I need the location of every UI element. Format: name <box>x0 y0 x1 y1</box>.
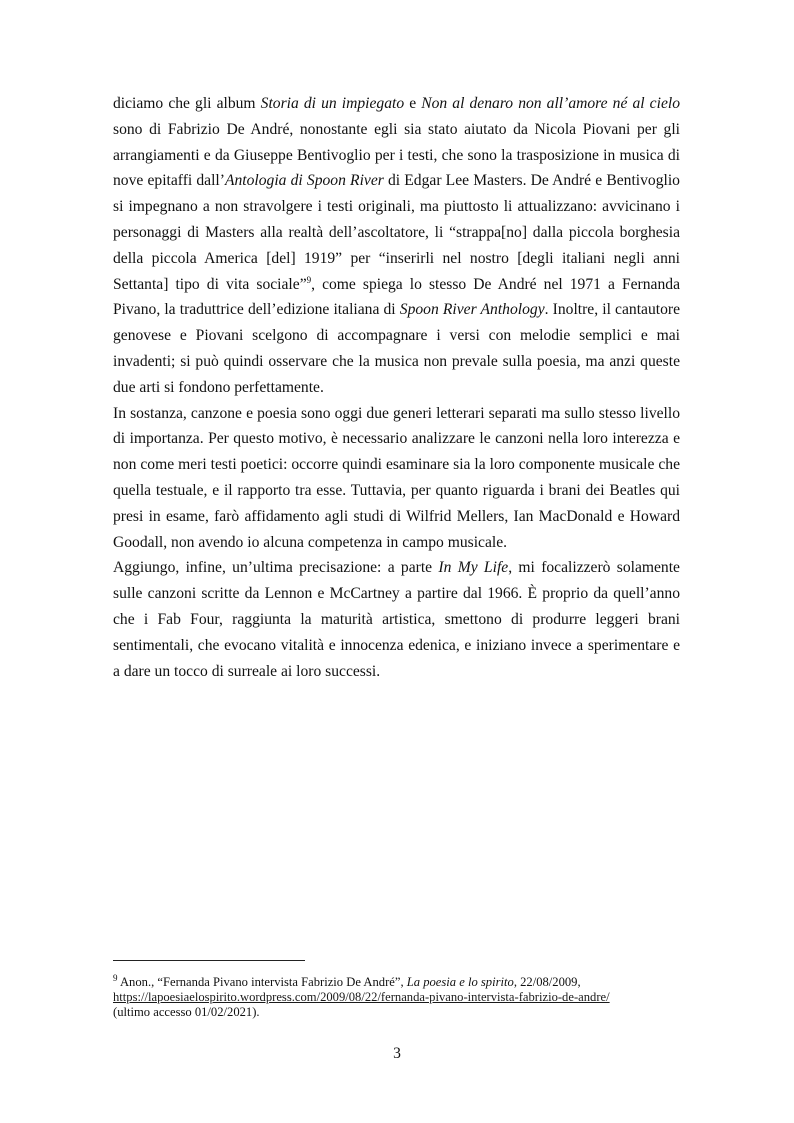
text-run: Aggiungo, infine, un’ultima precisazione: a parte <box>113 559 439 577</box>
italic-title: In My Life <box>438 559 509 577</box>
footnote <box>113 972 680 1020</box>
italic-title: Antologia di Spoon River <box>224 172 384 190</box>
text-run: In sostanza, canzone e poesia sono oggi due generi letterari separati ma sullo stesso livello di importanza. Per questo motivo, è necessario analizzare le canzoni nella loro interezza e non come meri testi poetici: occorre quindi esaminare sia la loro componente musicale che quella testuale, e il rapporto tra esse. Tuttavia, per quanto riguarda i brani dei Beatles qui presi in esame, farò affidamento agli studi di Wilfrid Mellers, Ian MacDonald e Howard Goodall, non avendo io alcuna competenza in campo musicale. <box>113 404 680 551</box>
footnote-separator <box>113 960 305 961</box>
footnote-link[interactable]: https://lapoesiaelospirito.wordpress.com/2009/08/22/fernanda-pivano-intervista-fabrizio-de-andre/ <box>113 990 610 1004</box>
text-run: , mi focalizzerò solamente sulle canzoni scritte da Lennon e McCartney a partire dal 1966. È proprio da quell’anno che i Fab Four, raggiunta la maturità artistica, smettono di produrre leggeri brani sentimentali, che evocano vitalità e innocenza edenica, e iniziano invece a sperimentare e a dare un tocco di surreale ai loro successi. <box>113 559 680 680</box>
italic-title: Non al denaro non all’amore né al cielo <box>421 95 680 112</box>
text-run: , come spiega lo stesso De André nel 1971 a Fernanda Pivano, la traduttrice dell’edizione italiana di <box>113 275 680 319</box>
footnote-access-date: (ultimo accesso 01/02/2021). <box>113 1005 260 1019</box>
page-number: 3 <box>393 1045 401 1062</box>
text-run: . Inoltre, il cantautore genovese e Piovani scelgono di accompagnare i versi con melodie semplici e mai invadenti; si può quindi osservare che la musica non prevale sulla poesia, ma anzi queste due arti si fondono perfettamente. <box>113 301 680 396</box>
body-text <box>113 91 680 684</box>
footnote-text: Anon., “Fernanda Pivano intervista Fabrizio De André”, <box>117 975 407 989</box>
footnote-date: , 22/08/2009, <box>513 975 581 989</box>
paragraph <box>113 555 680 684</box>
text-run: sono di Fabrizio De André, nonostante egli sia stato aiutato da Nicola Piovani per gli arrangiamenti e da Giuseppe Bentivoglio per i testi, che sono la trasposizione in musica di nove epitaffi dall’ <box>113 120 680 190</box>
paragraph <box>113 401 680 556</box>
italic-title: Spoon River Anthology <box>399 301 545 319</box>
footnote-number: 9 <box>113 972 118 983</box>
footnote-source-title: La poesia e lo spirito <box>406 975 514 989</box>
paragraph <box>113 91 680 401</box>
italic-title: Storia di un impiegato <box>260 95 405 112</box>
text-run: di Edgar Lee Masters. De André e Bentivoglio si impegnano a non stravolgere i testi originali, ma piuttosto li attualizzano: avvicinano i personaggi di Masters alla realtà dell’ascoltatore, li “strappa[no] dalla piccola borghesia della piccola America [del] 1919” per “inserirli nel nostro [degli italiani negli anni Settanta] tipo di vita sociale” <box>113 172 680 293</box>
text-run: e <box>404 95 422 112</box>
footnote-reference: 9 <box>306 274 312 285</box>
text-run: diciamo che gli album <box>113 95 261 112</box>
